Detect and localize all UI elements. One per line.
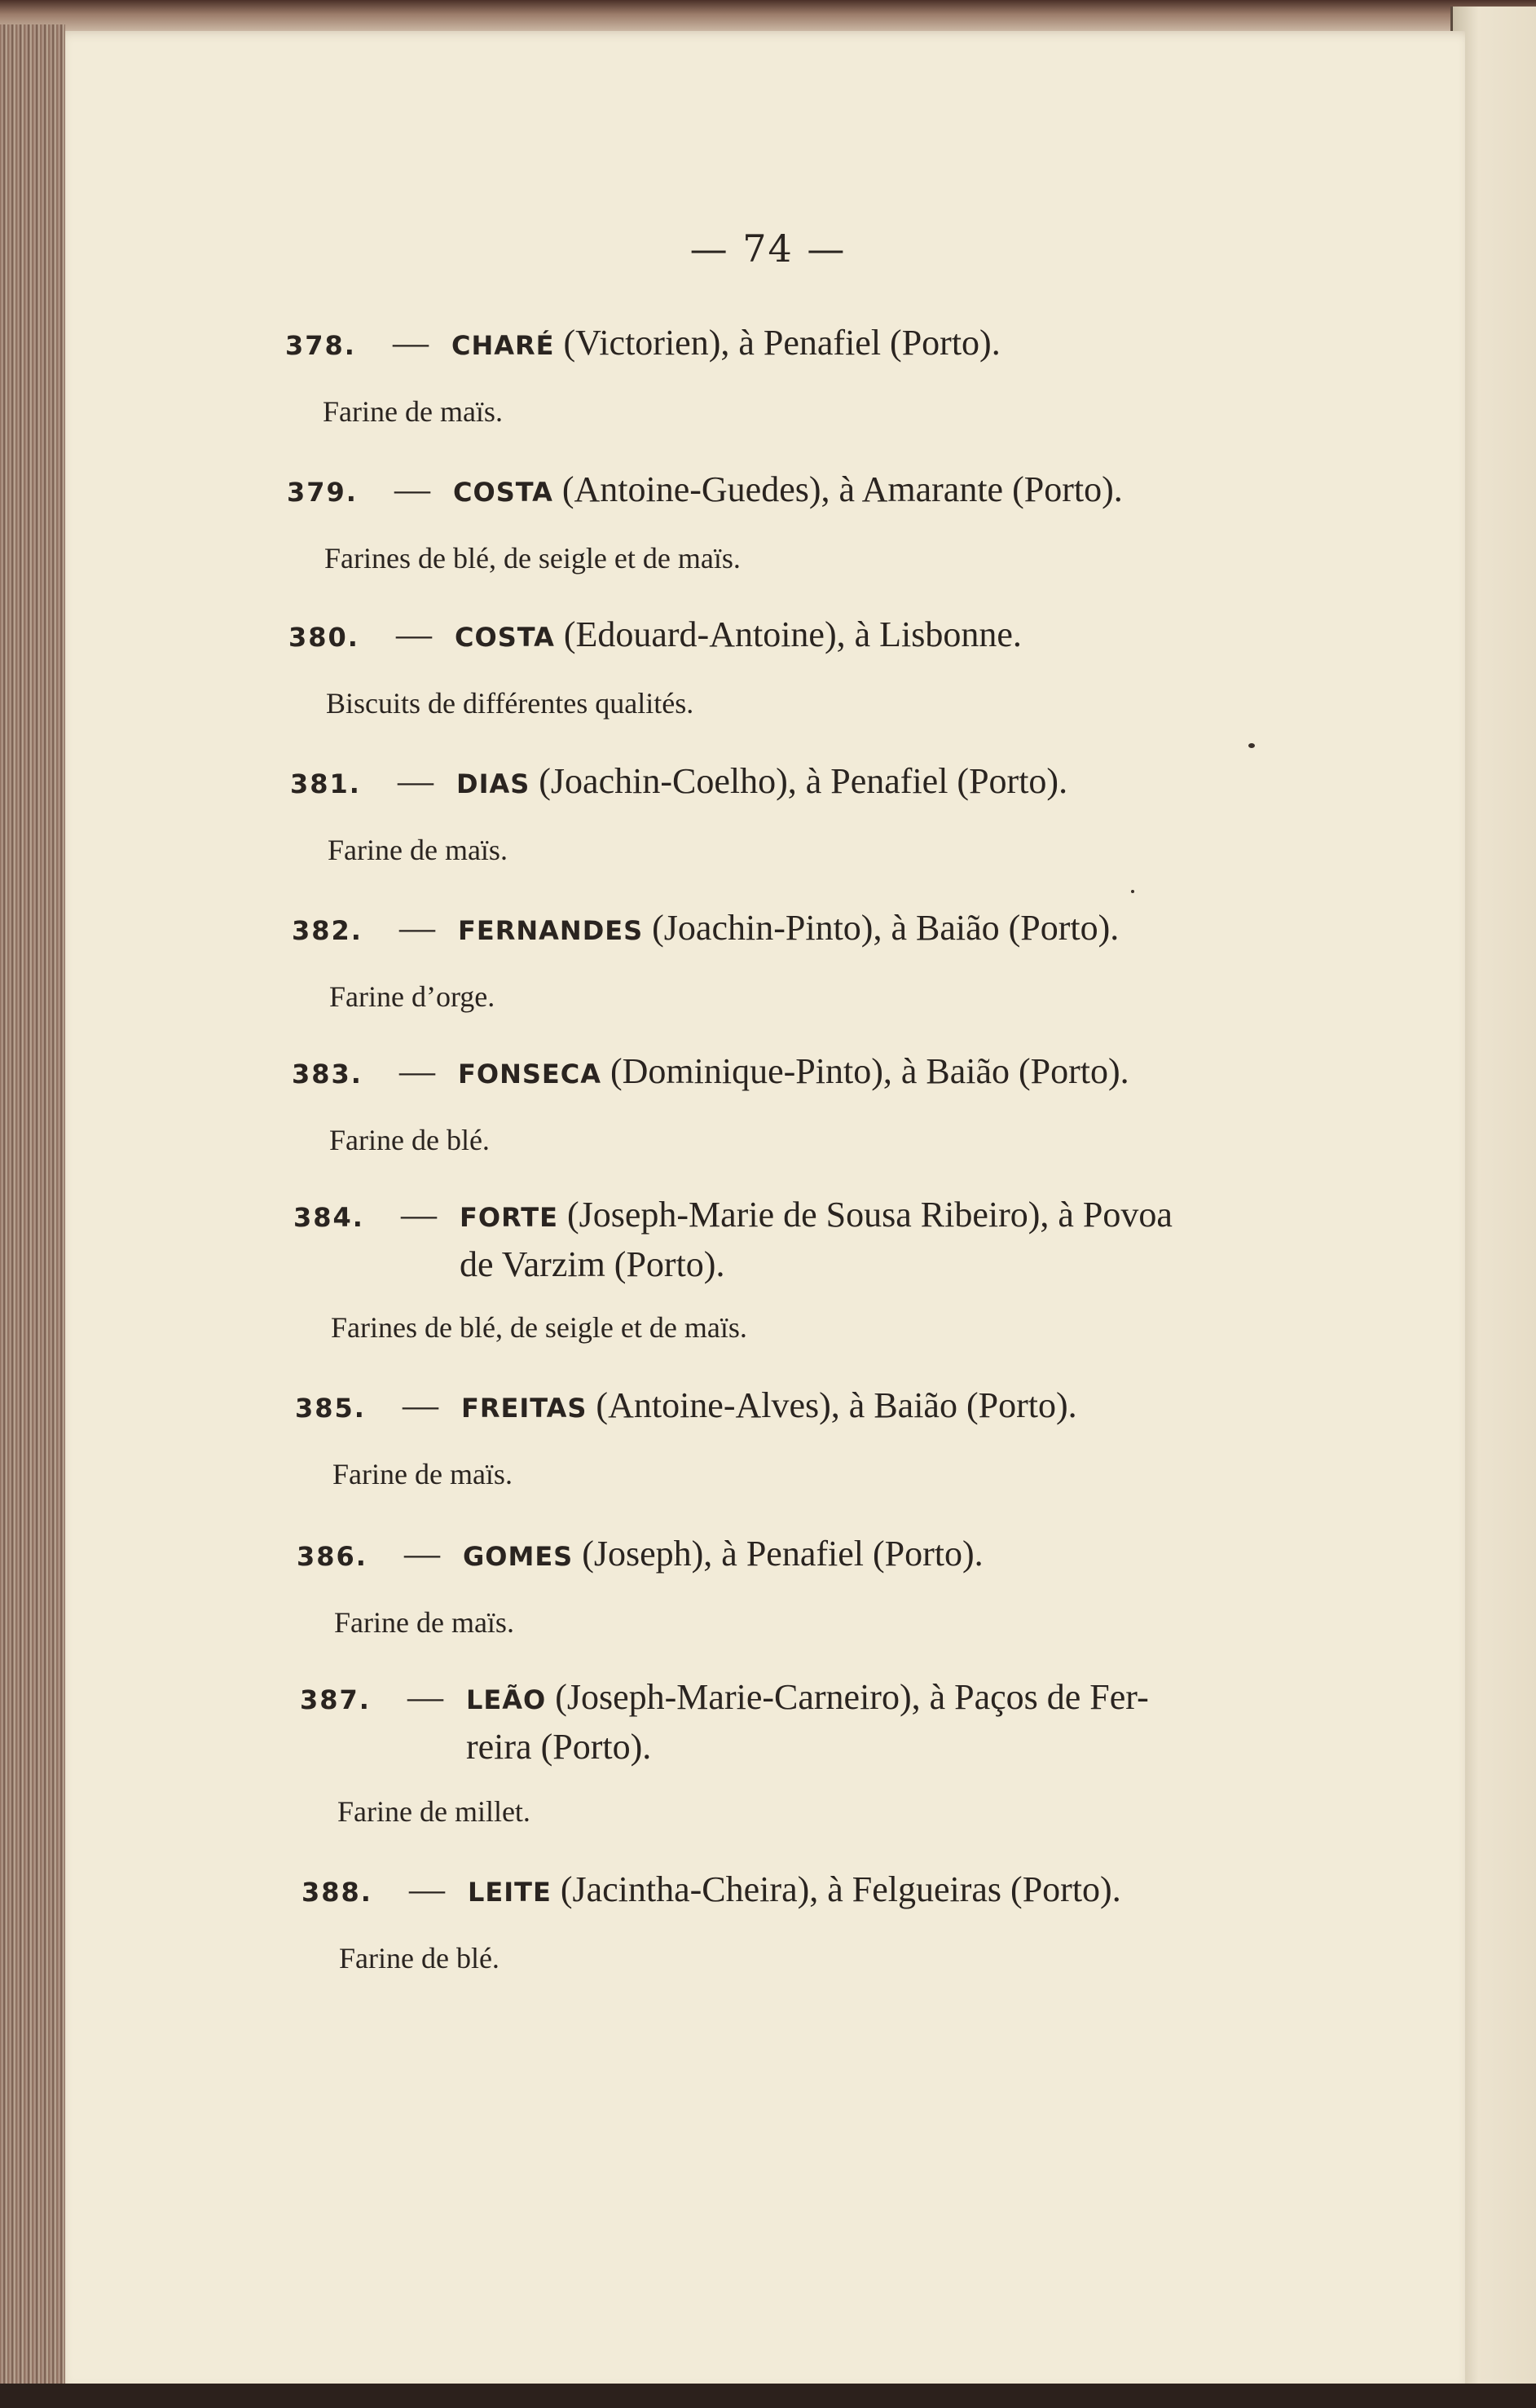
entry-heading bbox=[290, 758, 1067, 808]
entry-product: Farine de blé. bbox=[339, 1942, 500, 1974]
entry-heading bbox=[295, 1382, 1077, 1432]
entry-product: Farine de maïs. bbox=[323, 395, 503, 428]
entry-number: 381. bbox=[290, 768, 361, 799]
entry-dash: — bbox=[403, 1385, 438, 1425]
entry-380 bbox=[288, 611, 1022, 723]
entry-378 bbox=[285, 319, 1001, 431]
entry-dash: — bbox=[393, 323, 429, 363]
entry-dash: — bbox=[409, 1869, 445, 1909]
entry-continuation: de Varzim (Porto). bbox=[460, 1244, 725, 1284]
entry-product: Farine de maïs. bbox=[334, 1606, 514, 1639]
entry-dash: — bbox=[404, 1534, 440, 1574]
entry-number: 383. bbox=[292, 1059, 363, 1090]
entry-dash: — bbox=[399, 908, 435, 948]
entry-dash: — bbox=[394, 469, 430, 509]
entry-386 bbox=[297, 1530, 984, 1642]
page-number: — 74 — bbox=[689, 227, 847, 271]
book-bottom-edge bbox=[0, 2384, 1536, 2408]
entry-details: (Joachin-Coelho), à Penafiel (Porto). bbox=[539, 761, 1068, 801]
entry-name: FONSECA bbox=[458, 1059, 601, 1090]
ink-speck bbox=[1248, 743, 1255, 748]
entry-details: (Victorien), à Penafiel (Porto). bbox=[563, 323, 1001, 363]
entry-number: 380. bbox=[288, 622, 359, 653]
book-page-edges bbox=[0, 24, 65, 2384]
entry-details: (Joseph), à Penafiel (Porto). bbox=[582, 1534, 984, 1574]
entry-heading bbox=[285, 319, 1001, 369]
entry-product: Farine de blé. bbox=[329, 1124, 490, 1156]
entry-379 bbox=[287, 466, 1123, 578]
entry-number: 384. bbox=[293, 1202, 364, 1233]
entry-name: LEÃO bbox=[466, 1684, 547, 1715]
entry-dash: — bbox=[396, 614, 432, 654]
entry-383 bbox=[292, 1048, 1129, 1160]
entry-name: DIAS bbox=[456, 768, 530, 799]
entry-details: (Edouard-Antoine), à Lisbonne. bbox=[563, 614, 1022, 654]
entry-number: 378. bbox=[285, 330, 356, 361]
entry-product: Farines de blé, de seigle et de maïs. bbox=[324, 542, 741, 574]
entry-details: (Antoine-Guedes), à Amarante (Porto). bbox=[561, 469, 1123, 509]
entry-384 bbox=[293, 1191, 1173, 1347]
entry-number: 386. bbox=[297, 1541, 367, 1572]
entry-heading bbox=[292, 905, 1119, 954]
ink-speck bbox=[1131, 890, 1134, 893]
entry-number: 379. bbox=[287, 477, 358, 508]
entry-details: (Joseph-Marie de Sousa Ribeiro), à Povoa bbox=[566, 1195, 1173, 1235]
entry-product: Farines de blé, de seigle et de maïs. bbox=[331, 1311, 747, 1344]
entry-387 bbox=[300, 1674, 1149, 1831]
entry-385 bbox=[295, 1382, 1077, 1494]
entry-dash: — bbox=[407, 1677, 443, 1717]
entry-details: (Joseph-Marie-Carneiro), à Paços de Fer- bbox=[555, 1677, 1149, 1717]
entry-number: 382. bbox=[292, 915, 363, 946]
entry-product: Farine de maïs. bbox=[328, 834, 508, 866]
entry-dash: — bbox=[398, 761, 434, 801]
entry-name: FORTE bbox=[460, 1202, 558, 1233]
entry-details: (Joachin-Pinto), à Baião (Porto). bbox=[652, 908, 1120, 948]
entry-heading bbox=[287, 466, 1123, 516]
entry-heading bbox=[288, 611, 1022, 661]
entry-details: (Antoine-Alves), à Baião (Porto). bbox=[596, 1385, 1077, 1425]
entry-heading bbox=[293, 1191, 1173, 1241]
entry-388 bbox=[301, 1866, 1121, 1978]
entry-details: (Dominique-Pinto), à Baião (Porto). bbox=[610, 1051, 1129, 1091]
entry-heading bbox=[297, 1530, 984, 1580]
entry-name: FREITAS bbox=[461, 1393, 588, 1424]
entry-name: CHARÉ bbox=[451, 330, 555, 361]
entry-number: 385. bbox=[295, 1393, 366, 1424]
entry-381 bbox=[290, 758, 1067, 869]
entry-continuation: reira (Porto). bbox=[466, 1727, 652, 1767]
entry-product: Biscuits de différentes qualités. bbox=[326, 687, 694, 720]
entry-product: Farine de maïs. bbox=[332, 1458, 513, 1490]
entry-dash: — bbox=[401, 1195, 437, 1235]
entry-name: COSTA bbox=[455, 622, 555, 653]
entry-details: (Jacintha-Cheira), à Felgueiras (Porto). bbox=[560, 1869, 1121, 1909]
entry-name: COSTA bbox=[453, 477, 553, 508]
entry-dash: — bbox=[399, 1051, 435, 1091]
entry-name: GOMES bbox=[463, 1541, 574, 1572]
entry-name: LEITE bbox=[468, 1877, 552, 1908]
entry-product: Farine de millet. bbox=[337, 1795, 530, 1828]
entry-heading bbox=[292, 1048, 1129, 1098]
entry-382 bbox=[292, 905, 1119, 1016]
entry-heading bbox=[300, 1674, 1149, 1723]
entry-product: Farine d’orge. bbox=[329, 980, 495, 1013]
entry-name: FERNANDES bbox=[458, 915, 644, 946]
entry-number: 387. bbox=[300, 1684, 371, 1715]
entry-number: 388. bbox=[301, 1877, 372, 1908]
entry-heading bbox=[301, 1866, 1121, 1916]
